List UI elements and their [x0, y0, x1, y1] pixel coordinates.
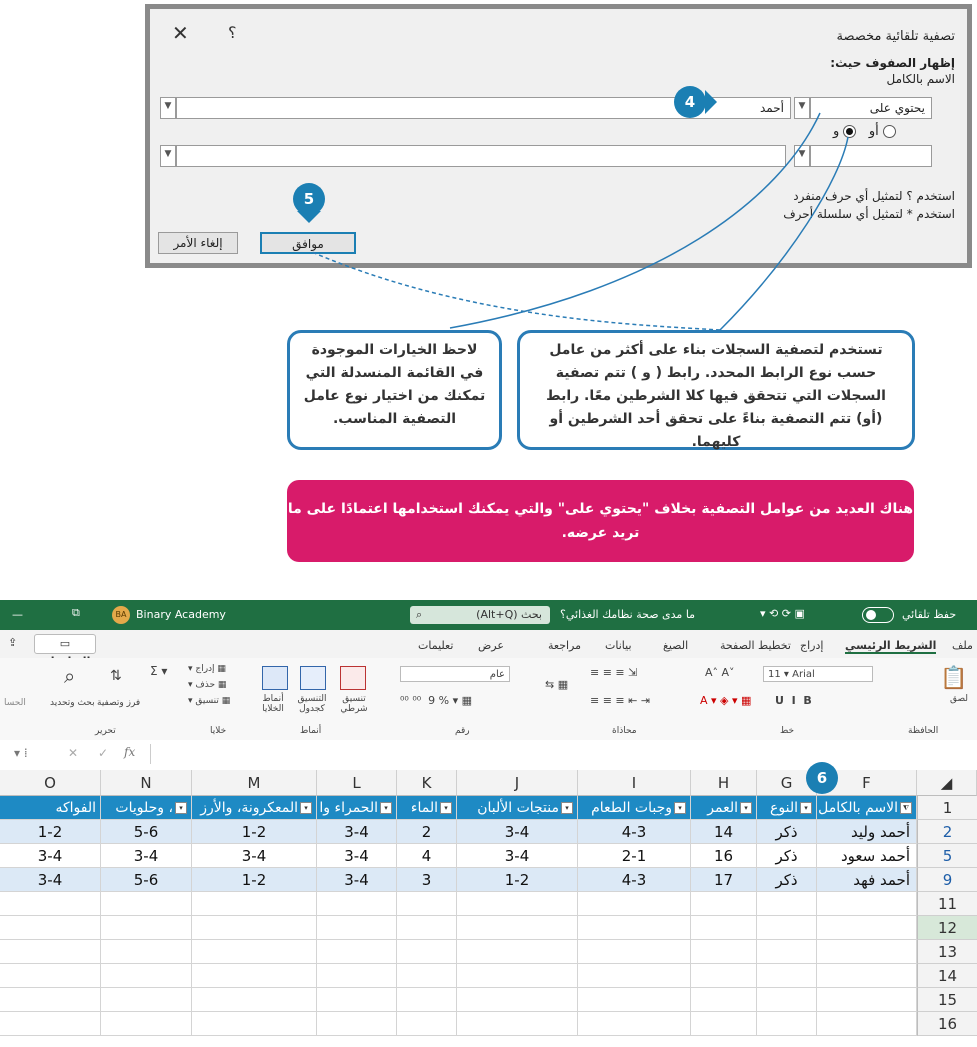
- ribbon: [0, 658, 977, 741]
- tab-view[interactable]: عرض: [478, 639, 504, 652]
- find-select-icon[interactable]: ⌕: [64, 664, 76, 688]
- filter-dropdown-icon[interactable]: ▾: [561, 802, 573, 814]
- insert-cells-button[interactable]: ▦ إدراج ▾: [188, 664, 226, 674]
- table-cell[interactable]: 16: [691, 844, 757, 868]
- table-cell[interactable]: ذكر: [757, 820, 817, 844]
- callout-and-or-link: تستخدم لتصفية السجلات بناء على أكثر من عامل حسب نوع الرابط المحدد. رابط ( و ) تتم تصفية السجلات التي تتحقق فيها كلا الشرطين معًا. رابط (أو) تتم التصفية بناءً على تحقق أحد الشرطين أو كليهما.: [517, 330, 915, 450]
- number-format-buttons[interactable]: ⁰⁰ ⁰⁰ 9 % ▾ ▦: [400, 694, 472, 707]
- autosave-label: حفظ تلقائي: [902, 608, 957, 621]
- table-cell[interactable]: 3-4: [457, 844, 578, 868]
- cancel-entry-icon[interactable]: ✕: [68, 746, 79, 760]
- restore-icon[interactable]: ⧉: [72, 606, 80, 619]
- sort-filter-label[interactable]: فرز وتصفية: [97, 698, 141, 708]
- table-cell[interactable]: 3-4: [317, 820, 397, 844]
- column-header-m[interactable]: M: [192, 770, 317, 796]
- header-cell-gender[interactable]: [757, 796, 817, 820]
- font-size-buttons[interactable]: A˄ A˅: [705, 666, 735, 679]
- empty-cell[interactable]: [397, 988, 457, 1012]
- row-header[interactable]: 16: [917, 1012, 977, 1036]
- row-header[interactable]: 1: [917, 796, 977, 820]
- search-icon: ⌕: [416, 608, 423, 621]
- table-cell[interactable]: أحمد وليد: [817, 820, 917, 844]
- delete-cells-button[interactable]: ▦ حذف ▾: [188, 680, 227, 690]
- filter-dropdown-icon[interactable]: ▾: [740, 802, 752, 814]
- empty-cell[interactable]: [457, 916, 578, 940]
- header-cell-full-name[interactable]: [817, 796, 917, 820]
- row-header[interactable]: 11: [917, 892, 977, 916]
- cond-format-label[interactable]: تنسيق شرطي: [340, 694, 368, 714]
- empty-cell[interactable]: [817, 1012, 917, 1036]
- empty-cell[interactable]: [691, 940, 757, 964]
- font-group-label: خط: [780, 726, 795, 736]
- empty-cell[interactable]: [817, 892, 917, 916]
- cells-group-label: خلايا: [210, 726, 227, 736]
- empty-cell[interactable]: [578, 916, 691, 940]
- empty-cell[interactable]: [691, 988, 757, 1012]
- table-cell[interactable]: 3: [397, 868, 457, 892]
- table-cell[interactable]: 5-6: [101, 820, 192, 844]
- tab-review[interactable]: مراجعة: [548, 639, 582, 652]
- empty-cell[interactable]: [192, 1012, 317, 1036]
- filter-active-icon[interactable]: ⧩: [900, 802, 912, 814]
- comments-icon: ▭: [59, 637, 71, 650]
- empty-cell[interactable]: [397, 892, 457, 916]
- empty-cell[interactable]: [101, 916, 192, 940]
- filter-dropdown-icon[interactable]: ▾: [380, 802, 392, 814]
- table-cell[interactable]: 3-4: [317, 844, 397, 868]
- filter-dropdown-icon[interactable]: ▾: [440, 802, 452, 814]
- header-gender: النوع: [770, 800, 798, 816]
- hint-question-mark: استخدم ؟ لتمثيل أي حرف منفرد: [793, 189, 955, 203]
- callout-dropdown-options: لاحظ الخيارات الموجودة في القائمة المنسدلة التي تمكنك من اختيار نوع عامل التصفية المناسب.: [287, 330, 502, 450]
- help-icon[interactable]: ؟: [228, 23, 237, 42]
- empty-cell[interactable]: [457, 940, 578, 964]
- header-cell-water[interactable]: [397, 796, 457, 820]
- row-header[interactable]: 9: [917, 868, 977, 892]
- empty-cell[interactable]: [757, 964, 817, 988]
- header-full-name: الاسم بالكامل: [818, 800, 898, 816]
- filter-dropdown-icon[interactable]: ▾: [674, 802, 686, 814]
- empty-cell[interactable]: [192, 964, 317, 988]
- analysis-label[interactable]: الحسا: [4, 698, 26, 708]
- empty-cell[interactable]: [817, 916, 917, 940]
- header-cell-pasta-rice[interactable]: [192, 796, 317, 820]
- empty-cell[interactable]: [757, 1012, 817, 1036]
- empty-cell[interactable]: [317, 940, 397, 964]
- column-header-o[interactable]: O: [0, 770, 101, 796]
- empty-cell[interactable]: [578, 940, 691, 964]
- table-cell[interactable]: 2-1: [578, 844, 691, 868]
- table-cell[interactable]: ذكر: [757, 844, 817, 868]
- empty-cell[interactable]: [192, 916, 317, 940]
- cell-styles-label[interactable]: أنماط الخلايا: [262, 694, 284, 714]
- empty-cell[interactable]: [397, 1012, 457, 1036]
- header-fruits: الفواكه: [55, 800, 96, 816]
- header-pasta-rice: المعكرونة، والأرز: [200, 800, 298, 816]
- account-avatar[interactable]: BA: [112, 606, 130, 624]
- quick-access-icons[interactable]: ▾ ⟲ ⟳ ▣: [760, 607, 805, 620]
- empty-cell[interactable]: [0, 964, 101, 988]
- empty-cell[interactable]: [101, 988, 192, 1012]
- condition2-value-dropdown-icon[interactable]: ▼: [160, 145, 176, 167]
- table-cell[interactable]: 4-3: [578, 868, 691, 892]
- header-dairy: منتجات الألبان: [477, 800, 559, 816]
- empty-cell[interactable]: [101, 940, 192, 964]
- search-placeholder: بحث (Alt+Q): [476, 608, 542, 621]
- empty-cell[interactable]: [0, 1012, 101, 1036]
- fx-icon[interactable]: fx: [124, 745, 136, 759]
- empty-cell[interactable]: [691, 964, 757, 988]
- empty-cell[interactable]: [0, 988, 101, 1012]
- cell-styles-icon[interactable]: [262, 666, 288, 690]
- font-name-select[interactable]: 11 ▾ Arial: [763, 666, 873, 682]
- row-header[interactable]: 2: [917, 820, 977, 844]
- table-cell[interactable]: أحمد سعود: [817, 844, 917, 868]
- table-cell[interactable]: 1-2: [192, 868, 317, 892]
- minimize-icon[interactable]: —: [12, 608, 23, 621]
- format-table-icon[interactable]: [300, 666, 326, 690]
- styles-group-label: أنماط: [300, 726, 322, 736]
- tab-file[interactable]: ملف: [952, 639, 973, 652]
- show-rows-label: إظهار الصفوف حيث:: [830, 56, 955, 70]
- table-cell[interactable]: 3-4: [317, 868, 397, 892]
- empty-cell[interactable]: [817, 964, 917, 988]
- conditional-format-icon[interactable]: [340, 666, 366, 690]
- table-cell[interactable]: 3-4: [0, 844, 101, 868]
- table-cell[interactable]: 17: [691, 868, 757, 892]
- tab-formulas[interactable]: الصيغ: [663, 639, 689, 652]
- row-header[interactable]: 5: [917, 844, 977, 868]
- and-label: و: [833, 124, 840, 139]
- header-age: العمر: [707, 800, 738, 816]
- empty-cell[interactable]: [317, 964, 397, 988]
- header-cell-red-meat[interactable]: [317, 796, 397, 820]
- empty-cell[interactable]: [817, 940, 917, 964]
- empty-cell[interactable]: [578, 892, 691, 916]
- filter-dropdown-icon[interactable]: ▾: [800, 802, 812, 814]
- table-format-label[interactable]: التنسيق كجدول: [297, 694, 327, 714]
- enter-entry-icon[interactable]: ✓: [98, 746, 109, 760]
- condition1-value-input[interactable]: أحمد: [176, 97, 791, 119]
- filter-dropdown-icon[interactable]: ▾: [300, 802, 312, 814]
- empty-cell[interactable]: [192, 892, 317, 916]
- delete-cells-label: حذف: [195, 680, 216, 690]
- empty-cell[interactable]: [578, 988, 691, 1012]
- share-icon[interactable]: ⇪: [8, 636, 18, 649]
- empty-cell[interactable]: [317, 988, 397, 1012]
- condition1-operator-dropdown-icon[interactable]: ▼: [794, 97, 810, 119]
- find-select-label[interactable]: بحث وتحديد: [50, 698, 95, 708]
- search-box[interactable]: [410, 606, 550, 624]
- empty-cell[interactable]: [397, 964, 457, 988]
- ok-button[interactable]: موافق: [260, 232, 356, 254]
- empty-cell[interactable]: [691, 892, 757, 916]
- empty-cell[interactable]: [397, 940, 457, 964]
- column-header-g[interactable]: G: [757, 770, 817, 796]
- row-header[interactable]: 12: [917, 916, 977, 940]
- table-cell[interactable]: 2: [397, 820, 457, 844]
- empty-cell[interactable]: [457, 892, 578, 916]
- name-box-dropdown[interactable]: ▾ ⁞: [14, 746, 28, 760]
- table-cell[interactable]: 3-4: [192, 844, 317, 868]
- empty-cell[interactable]: [101, 964, 192, 988]
- table-cell[interactable]: 3-4: [457, 820, 578, 844]
- sort-filter-icon[interactable]: ⇅: [110, 668, 122, 684]
- ribbon-tabs: [0, 630, 977, 658]
- step-5-marker: 5: [293, 183, 325, 215]
- condition1-value-dropdown-icon[interactable]: ▼: [160, 97, 176, 119]
- paste-icon[interactable]: 📋: [940, 666, 968, 691]
- empty-cell[interactable]: [0, 892, 101, 916]
- editing-group-label: تحرير: [95, 726, 116, 736]
- column-header-f[interactable]: F: [817, 770, 917, 796]
- empty-cell[interactable]: [757, 916, 817, 940]
- empty-cell[interactable]: [0, 916, 101, 940]
- select-all-corner[interactable]: ◢: [917, 770, 977, 796]
- tab-home[interactable]: الشريط الرئيسي: [845, 639, 937, 652]
- row-header[interactable]: 14: [917, 964, 977, 988]
- header-cell-meals[interactable]: [578, 796, 691, 820]
- empty-cell[interactable]: [0, 940, 101, 964]
- empty-cell[interactable]: [757, 988, 817, 1012]
- table-cell[interactable]: 3-4: [101, 844, 192, 868]
- font-name-value[interactable]: Arial: [792, 669, 815, 680]
- column-header-k[interactable]: K: [397, 770, 457, 796]
- table-cell[interactable]: أحمد فهد: [817, 868, 917, 892]
- close-icon[interactable]: ✕: [172, 21, 189, 45]
- alignment-buttons-top[interactable]: ≡ ≡ ≡ ⇲: [590, 666, 638, 679]
- connector-ok-button: [312, 252, 720, 330]
- header-red-meat: الحمراء وا: [319, 800, 378, 816]
- empty-cell[interactable]: [192, 940, 317, 964]
- font-size-value[interactable]: 11: [768, 669, 781, 680]
- field-label: الاسم بالكامل: [886, 72, 955, 86]
- empty-cell[interactable]: [192, 988, 317, 1012]
- or-label: أو: [868, 124, 879, 139]
- empty-cell[interactable]: [691, 916, 757, 940]
- table-cell[interactable]: 5-6: [101, 868, 192, 892]
- empty-cell[interactable]: [691, 1012, 757, 1036]
- clipboard-group-label: الحافظة: [908, 726, 939, 736]
- column-header-h[interactable]: H: [691, 770, 757, 796]
- column-header-i[interactable]: I: [578, 770, 691, 796]
- row-header[interactable]: 15: [917, 988, 977, 1012]
- step-6-marker: 6: [806, 762, 838, 794]
- empty-cell[interactable]: [101, 892, 192, 916]
- tab-help[interactable]: تعليمات: [418, 639, 454, 652]
- header-water: الماء: [410, 800, 438, 816]
- column-header-l[interactable]: L: [317, 770, 397, 796]
- step-4-marker: 4: [674, 86, 706, 118]
- header-cell-age[interactable]: [691, 796, 757, 820]
- filter-dropdown-icon[interactable]: ▾: [175, 802, 187, 814]
- table-cell[interactable]: 4: [397, 844, 457, 868]
- font-style-buttons[interactable]: U I B: [775, 694, 812, 707]
- document-title: ما مدى صحة نظامك الغذائي؟: [560, 608, 696, 621]
- insert-cells-label: إدراج: [195, 664, 215, 674]
- account-name[interactable]: Binary Academy: [136, 608, 226, 621]
- alignment-buttons-bottom[interactable]: ≡ ≡ ≡ ⇤ ⇥: [590, 694, 651, 707]
- alignment-group-label: محاذاة: [612, 726, 637, 736]
- empty-cell[interactable]: [457, 964, 578, 988]
- header-cell-fruits[interactable]: [0, 796, 101, 820]
- tab-page-layout[interactable]: تخطيط الصفحة: [720, 639, 791, 652]
- table-cell[interactable]: 14: [691, 820, 757, 844]
- column-header-n[interactable]: N: [101, 770, 192, 796]
- empty-cell[interactable]: [757, 892, 817, 916]
- empty-cell[interactable]: [317, 916, 397, 940]
- info-banner: هناك العديد من عوامل التصفية بخلاف "يحتوي على" والتي يمكنك استخدامها اعتمادًا على ما تريد عرضه.: [287, 480, 914, 562]
- table-cell[interactable]: 4-3: [578, 820, 691, 844]
- empty-cell[interactable]: [757, 940, 817, 964]
- condition2-operator-dropdown-icon[interactable]: ▼: [794, 145, 810, 167]
- table-cell[interactable]: 1-2: [192, 820, 317, 844]
- table-cell[interactable]: 1-2: [457, 868, 578, 892]
- empty-cell[interactable]: [457, 988, 578, 1012]
- empty-cell[interactable]: [817, 988, 917, 1012]
- cancel-button[interactable]: إلغاء الأمر: [158, 232, 238, 254]
- format-cells-label: تنسيق: [195, 696, 219, 706]
- formula-input[interactable]: [150, 744, 971, 764]
- header-meals: وجبات الطعام: [591, 800, 672, 816]
- empty-cell[interactable]: [578, 964, 691, 988]
- empty-cell[interactable]: [397, 916, 457, 940]
- dialog-title: تصفية تلقائية مخصصة: [836, 29, 955, 44]
- excel-window: [0, 600, 977, 1047]
- empty-cell[interactable]: [578, 1012, 691, 1036]
- row-header[interactable]: 13: [917, 940, 977, 964]
- comments-button[interactable]: [34, 634, 96, 654]
- connector-right-callout: [720, 137, 848, 330]
- header-sweets: ، وحلويات: [115, 800, 173, 816]
- empty-cell[interactable]: [101, 1012, 192, 1036]
- format-cells-button[interactable]: ▦ تنسيق ▾: [188, 696, 231, 706]
- wrap-merge-icons[interactable]: ⇆ ▦: [545, 678, 569, 691]
- title-bar: [0, 600, 977, 630]
- header-cell-sweets[interactable]: [101, 796, 192, 820]
- worksheet-grid: [0, 770, 977, 1047]
- tab-insert[interactable]: إدراج: [800, 639, 824, 652]
- table-cell[interactable]: 3-4: [0, 868, 101, 892]
- connector-left-callout: [450, 113, 820, 328]
- font-color-icon[interactable]: A ▾ ◈ ▾ ▦: [700, 694, 752, 707]
- autosave-toggle[interactable]: [862, 607, 894, 623]
- empty-cell[interactable]: [317, 1012, 397, 1036]
- header-cell-dairy[interactable]: [457, 796, 578, 820]
- number-group-label: رقم: [455, 726, 470, 736]
- table-cell[interactable]: 1-2: [0, 820, 101, 844]
- tab-data[interactable]: بيانات: [605, 639, 632, 652]
- paste-label[interactable]: لصق: [950, 694, 969, 704]
- number-format-select[interactable]: عام: [400, 666, 510, 682]
- empty-cell[interactable]: [317, 892, 397, 916]
- empty-cell[interactable]: [457, 1012, 578, 1036]
- column-header-j[interactable]: J: [457, 770, 578, 796]
- autosum-icon[interactable]: Σ ▾: [150, 664, 168, 678]
- hint-asterisk: استخدم * لتمثيل أي سلسلة أحرف: [783, 207, 955, 221]
- condition1-operator-select[interactable]: يحتوي على: [810, 97, 932, 119]
- table-cell[interactable]: ذكر: [757, 868, 817, 892]
